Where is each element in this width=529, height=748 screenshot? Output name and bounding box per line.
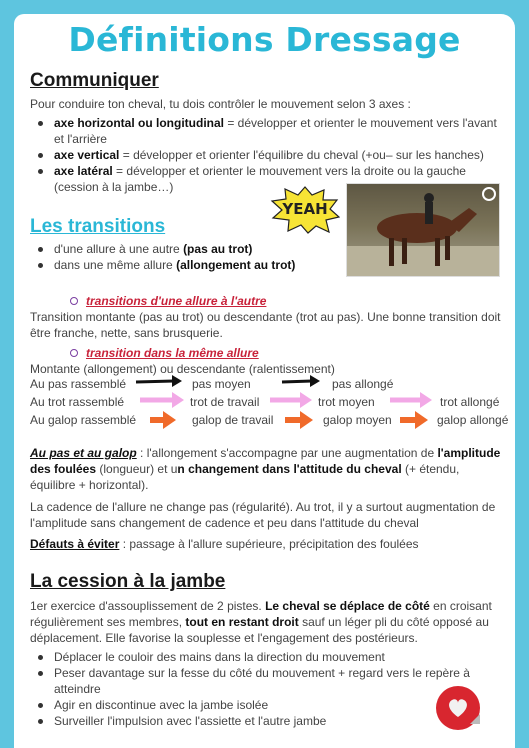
arrow-right-icon bbox=[390, 392, 432, 408]
sub1-text: Transition montante (pas au trot) ou descendante (trot au pas). Une bonne transition doit être franche, nette, sans brusquerie. bbox=[30, 310, 501, 340]
row-galop-d: galop allongé bbox=[437, 413, 509, 427]
arrow-right-icon bbox=[282, 375, 320, 387]
list-item: axe vertical = développer et orienter l'équilibre du cheval (+ou– sur les hanches) bbox=[30, 147, 498, 163]
list-item: d'une allure à une autre (pas au trot) bbox=[30, 241, 350, 257]
yeah-text: YEAH bbox=[282, 200, 328, 218]
list-item: Déplacer le couloir des mains dans la direction du mouvement bbox=[30, 649, 494, 665]
row-pas-b: pas moyen bbox=[192, 377, 251, 391]
row-pas-a: Au pas rassemblé bbox=[30, 377, 127, 391]
row-galop-c: galop moyen bbox=[323, 413, 392, 427]
intro-text: Pour conduire ton cheval, tu dois contrôler le mouvement selon 3 axes : bbox=[30, 97, 411, 111]
heading-cession: La cession à la jambe bbox=[30, 571, 226, 592]
page-title: Définitions Dressage bbox=[68, 20, 461, 59]
row-trot-c: trot moyen bbox=[318, 395, 375, 409]
defauts-paragraph: Défauts à éviter : passage à l'allure supérieure, précipitation des foulées bbox=[30, 537, 419, 551]
cadence-paragraph: La cadence de l'allure ne change pas (régularité). Au trot, il y a surtout augmentation de l'amplitude sans changement de cadence et peu dans l'attitude du cheval bbox=[30, 500, 496, 530]
row-trot-b: trot de travail bbox=[190, 395, 260, 409]
list-item: axe horizontal ou longitudinal = développer et orienter le mouvement vers l'avant et l'arrière bbox=[30, 115, 498, 147]
cession-paragraph: 1er exercice d'assouplissement de 2 pistes. Le cheval se déplace de côté en croisant régulièrement ses membres, tout en restant droit sauf un léger pli du côté opposé au déplacement. Elle favorise la souplesse et l'engagement des postérieurs. bbox=[30, 599, 492, 645]
heart-sticker-icon bbox=[434, 684, 482, 732]
arrow-right-icon bbox=[400, 411, 428, 429]
row-trot-d: trot allongé bbox=[440, 395, 500, 409]
row-galop-b: galop de travail bbox=[192, 413, 274, 427]
allongement-paragraph: Au pas et au galop : l'allongement s'accompagne par une augmentation de l'amplitude des foulées (longueur) et un changement dans l'attitude du cheval (+ étendu, équilibre + horizontal). bbox=[30, 446, 501, 492]
subheading-meme-allure: transition dans la même allure bbox=[70, 344, 259, 362]
arrow-right-icon bbox=[285, 411, 313, 429]
arrow-right-icon bbox=[140, 392, 184, 408]
row-pas-c: pas allongé bbox=[332, 377, 394, 391]
list-item: Peser davantage sur la fesse du côté du mouvement + regard vers le repère à atteindre bbox=[30, 665, 494, 697]
arrow-right-icon bbox=[136, 375, 182, 387]
cession-list bbox=[30, 649, 494, 729]
arrow-right-icon bbox=[270, 392, 312, 408]
list-item: Agir en discontinue avec la jambe isolée bbox=[30, 697, 494, 713]
sub2-text: Montante (allongement) ou descendante (ralentissement) bbox=[30, 362, 335, 376]
list-item: Surveiller l'impulsion avec l'assiette et l'autre jambe bbox=[30, 713, 494, 729]
subheading-allure-autre: transitions d'une allure à l'autre bbox=[70, 292, 266, 310]
list-item: dans une même allure (allongement au trot) bbox=[30, 257, 350, 273]
arrow-right-icon bbox=[150, 411, 176, 429]
row-galop-a: Au galop rassemblé bbox=[30, 413, 137, 427]
list-item: axe latéral = développer et orienter le mouvement vers la droite ou la gauche (cession à la jambe…) bbox=[30, 163, 498, 195]
heading-communiquer: Communiquer bbox=[30, 70, 159, 91]
heading-transitions: Les transitions bbox=[30, 216, 166, 237]
row-trot-a: Au trot rassemblé bbox=[30, 395, 125, 409]
